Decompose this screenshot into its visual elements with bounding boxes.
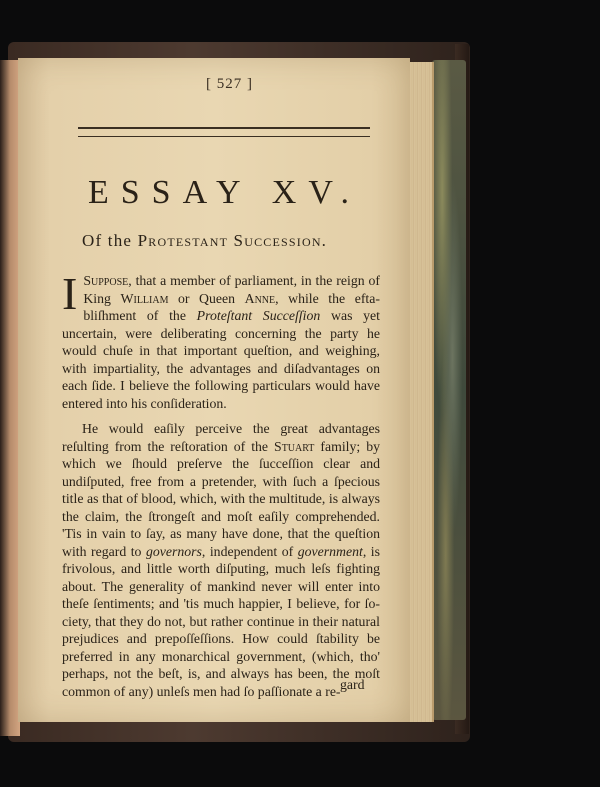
paragraph-text: Suppose (83, 273, 129, 288)
marbled-endpaper (432, 60, 466, 720)
paragraph-text: governors (145, 543, 202, 559)
catchword: gard (340, 677, 365, 692)
paragraph-text: Stuart (274, 438, 315, 454)
paragraph-text: , while the eftabliſhment of the (83, 290, 380, 323)
essay-body (62, 268, 381, 700)
paragraph-text: Anne (244, 290, 276, 306)
paragraph-text: Proteſtant Succeſſion (196, 308, 321, 323)
essay-title: ESSAY XV. (88, 174, 362, 211)
previous-page-edge (0, 60, 20, 736)
book-page (18, 58, 410, 722)
paragraph-1 (62, 268, 380, 412)
essay-subtitle (82, 231, 392, 251)
drop-cap: I (62, 268, 78, 319)
paragraph-text: was yet uncertain, were deliberating concerning the party he would chuſe in that important queſtion, and weighing, with impartiality, the advantages and diſadvantages on each ſide. I believe the following particulars would have entered into his conſideration. (62, 308, 380, 411)
subtitle-smallcaps: Protestant Succession. (137, 231, 328, 250)
paragraph-2 (62, 420, 380, 700)
paragraph-text: , is frivolous, and little worth diſputing, much leſs fighting about. The generality of mankind never will enter into theſe ſentiments; and 'tis much happier, I believe, for ſociety, that they do not, but rather continue in their natural prejudices and prepoſſeſſions. How could ſtability be preferred in any monarchical government, (which, tho' perhaps, not the beſt, is, and always has been, the moſt common of any) unleſs men had ſo paſſionate a re- (62, 543, 381, 699)
page-number: [ 527 ] (206, 76, 253, 92)
paragraph-text: family; by which we ſhould preſerve the ſucceſſion clear and undiſputed, free from a pretender, with ſuch a ſpecious title as that of blood, which, with the multitude, is always the claim, the ſtrongeſt and moſt eaſily comprehended. 'Tis in vain to ſay, as many have done, that the queſtion with regard to (62, 438, 380, 559)
paragraph-text: or Queen (168, 290, 245, 306)
paragraph-text: government (297, 543, 363, 559)
paragraph-text: , independent of (201, 543, 298, 559)
paragraph-text: He would eaſily perceive the great advantages reſulting from the reſtoration of the (62, 421, 380, 454)
subtitle-prefix: Of the (82, 231, 138, 250)
paragraph-text: , that a member of parliament, in the reign of King (83, 273, 380, 306)
paragraph-text: William (120, 290, 169, 306)
double-rule (78, 127, 370, 137)
